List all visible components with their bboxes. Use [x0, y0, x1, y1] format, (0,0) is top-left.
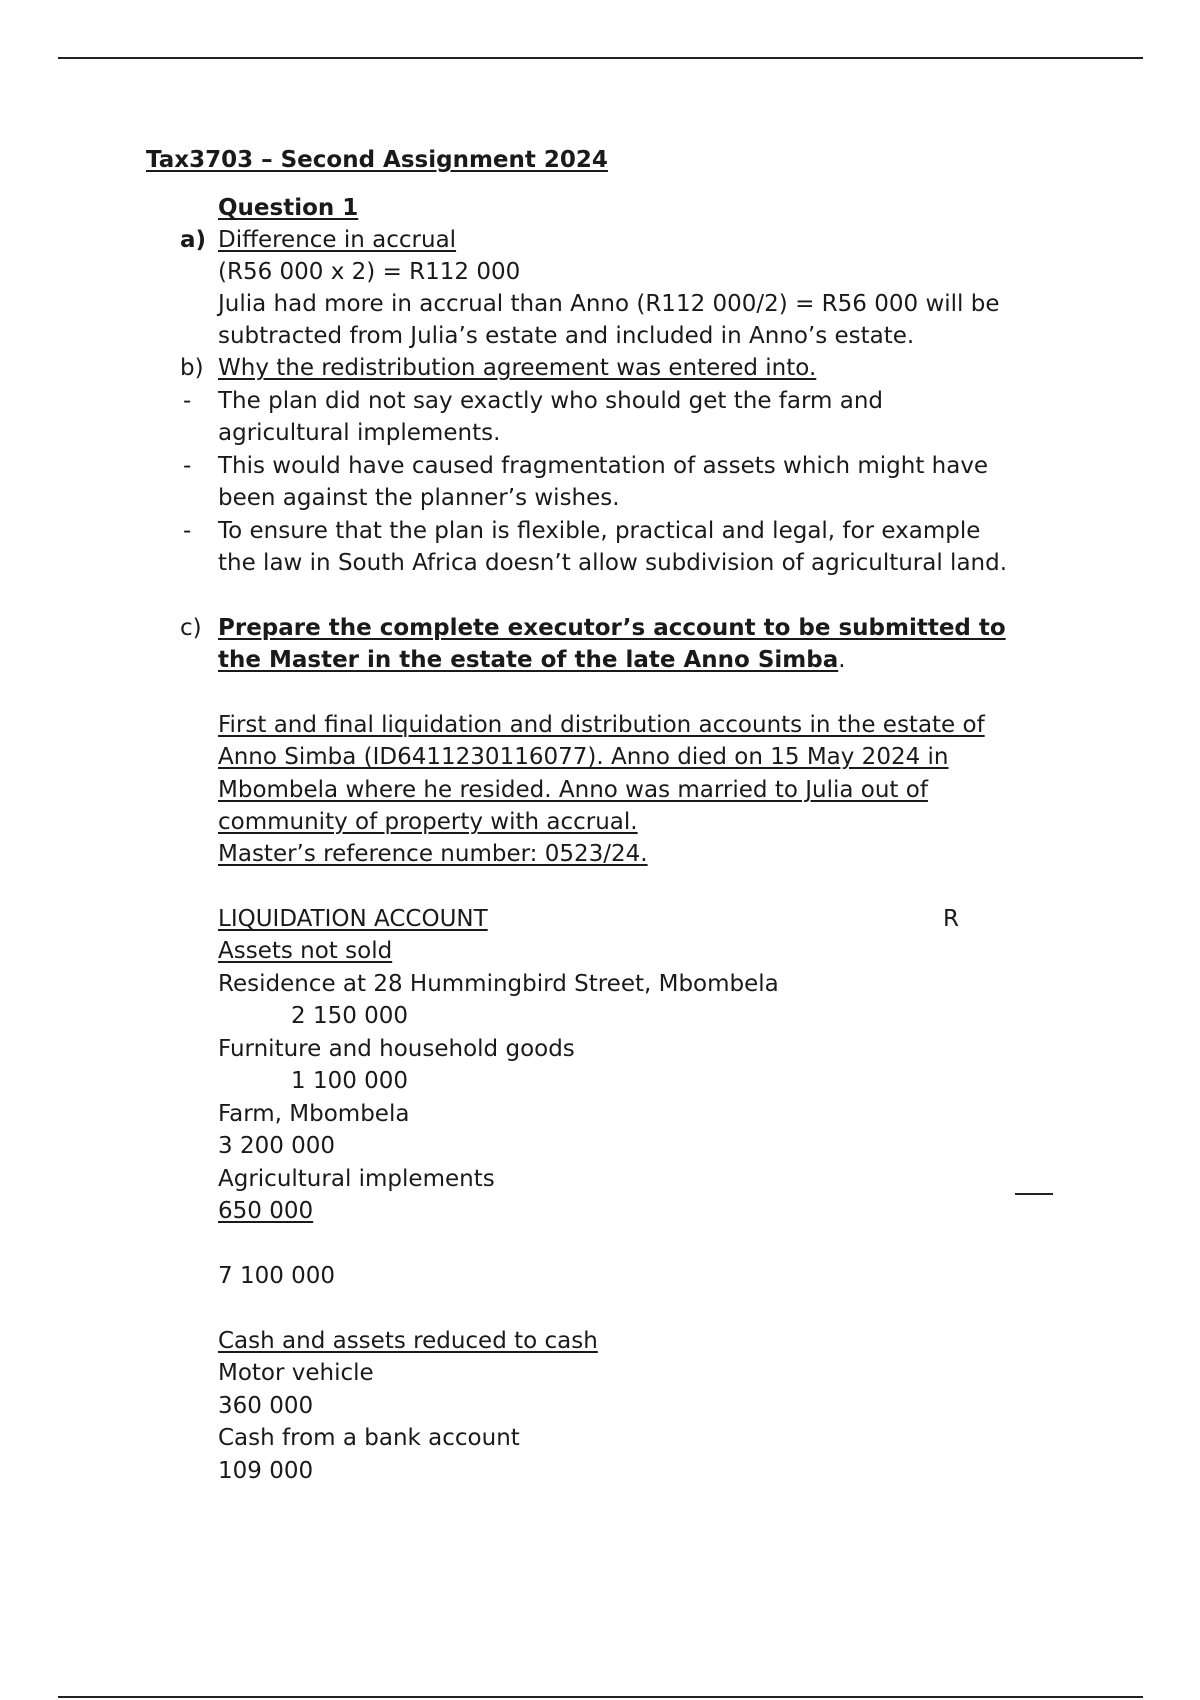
cash-assets-heading: Cash and assets reduced to cash [218, 1328, 598, 1354]
item-b-title: Why the redistribution agreement was entered into. [218, 355, 817, 381]
assets-not-sold-heading: Assets not sold [218, 938, 393, 964]
cash-asset-value: 109 000 [218, 1458, 314, 1484]
bullet-marker: - [183, 388, 192, 414]
cash-asset-value: 360 000 [218, 1393, 314, 1419]
liquidation-account-heading: LIQUIDATION ACCOUNT [218, 906, 488, 932]
account-intro-line: First and final liquidation and distribution accounts in the estate of [218, 712, 985, 738]
item-b-marker: b) [180, 355, 204, 381]
account-intro-line: Mbombela where he resided. Anno was married to Julia out of [218, 777, 928, 803]
subtotal-rule [1015, 1193, 1053, 1195]
cash-asset-label: Cash from a bank account [218, 1425, 520, 1451]
accrual-explanation-line: subtracted from Julia’s estate and included in Anno’s estate. [218, 323, 915, 349]
item-a-marker: a) [180, 227, 207, 253]
accrual-calculation: (R56 000 x 2) = R112 000 [218, 259, 521, 285]
item-c-marker: c) [180, 615, 202, 641]
asset-value: 3 200 000 [218, 1133, 336, 1159]
bullet-text: The plan did not say exactly who should get the farm and [218, 388, 884, 414]
bullet-text: the law in South Africa doesn’t allow subdivision of agricultural land. [218, 550, 1008, 576]
asset-label: Furniture and household goods [218, 1036, 575, 1062]
bullet-marker: - [183, 453, 192, 479]
item-c-title-line [218, 644, 846, 676]
bullet-marker: - [183, 518, 192, 544]
asset-label: Farm, Mbombela [218, 1101, 410, 1127]
item-a-title: Difference in accrual [218, 227, 457, 253]
account-intro-line: community of property with accrual. [218, 809, 638, 835]
asset-value: 650 000 [218, 1198, 314, 1224]
masters-reference: Master’s reference number: 0523/24. [218, 841, 648, 867]
item-c-title-text: the Master in the estate of the late Anno Simba [218, 647, 839, 673]
bullet-text: agricultural implements. [218, 420, 501, 446]
item-c-title-period: . [838, 647, 846, 673]
question-heading: Question 1 [218, 195, 359, 221]
bullet-text: To ensure that the plan is flexible, practical and legal, for example [218, 518, 981, 544]
footer-rule [58, 1696, 1143, 1698]
header-rule [58, 57, 1143, 59]
document-title: Tax3703 – Second Assignment 2024 [146, 147, 608, 173]
account-intro-line: Anno Simba (ID6411230116077). Anno died on 15 May 2024 in [218, 744, 949, 770]
asset-label: Agricultural implements [218, 1166, 495, 1192]
bullet-text: This would have caused fragmentation of assets which might have [218, 453, 989, 479]
item-c-title-line: Prepare the complete executor’s account to be submitted to [218, 615, 1006, 641]
currency-column-header: R [943, 906, 959, 932]
accrual-explanation-line: Julia had more in accrual than Anno (R112 000/2) = R56 000 will be [218, 291, 1000, 317]
asset-label: Residence at 28 Hummingbird Street, Mbombela [218, 971, 779, 997]
asset-value: 1 100 000 [291, 1068, 409, 1094]
asset-value: 2 150 000 [291, 1003, 409, 1029]
cash-asset-label: Motor vehicle [218, 1360, 374, 1386]
assets-not-sold-total: 7 100 000 [218, 1263, 336, 1289]
bullet-text: been against the planner’s wishes. [218, 485, 620, 511]
